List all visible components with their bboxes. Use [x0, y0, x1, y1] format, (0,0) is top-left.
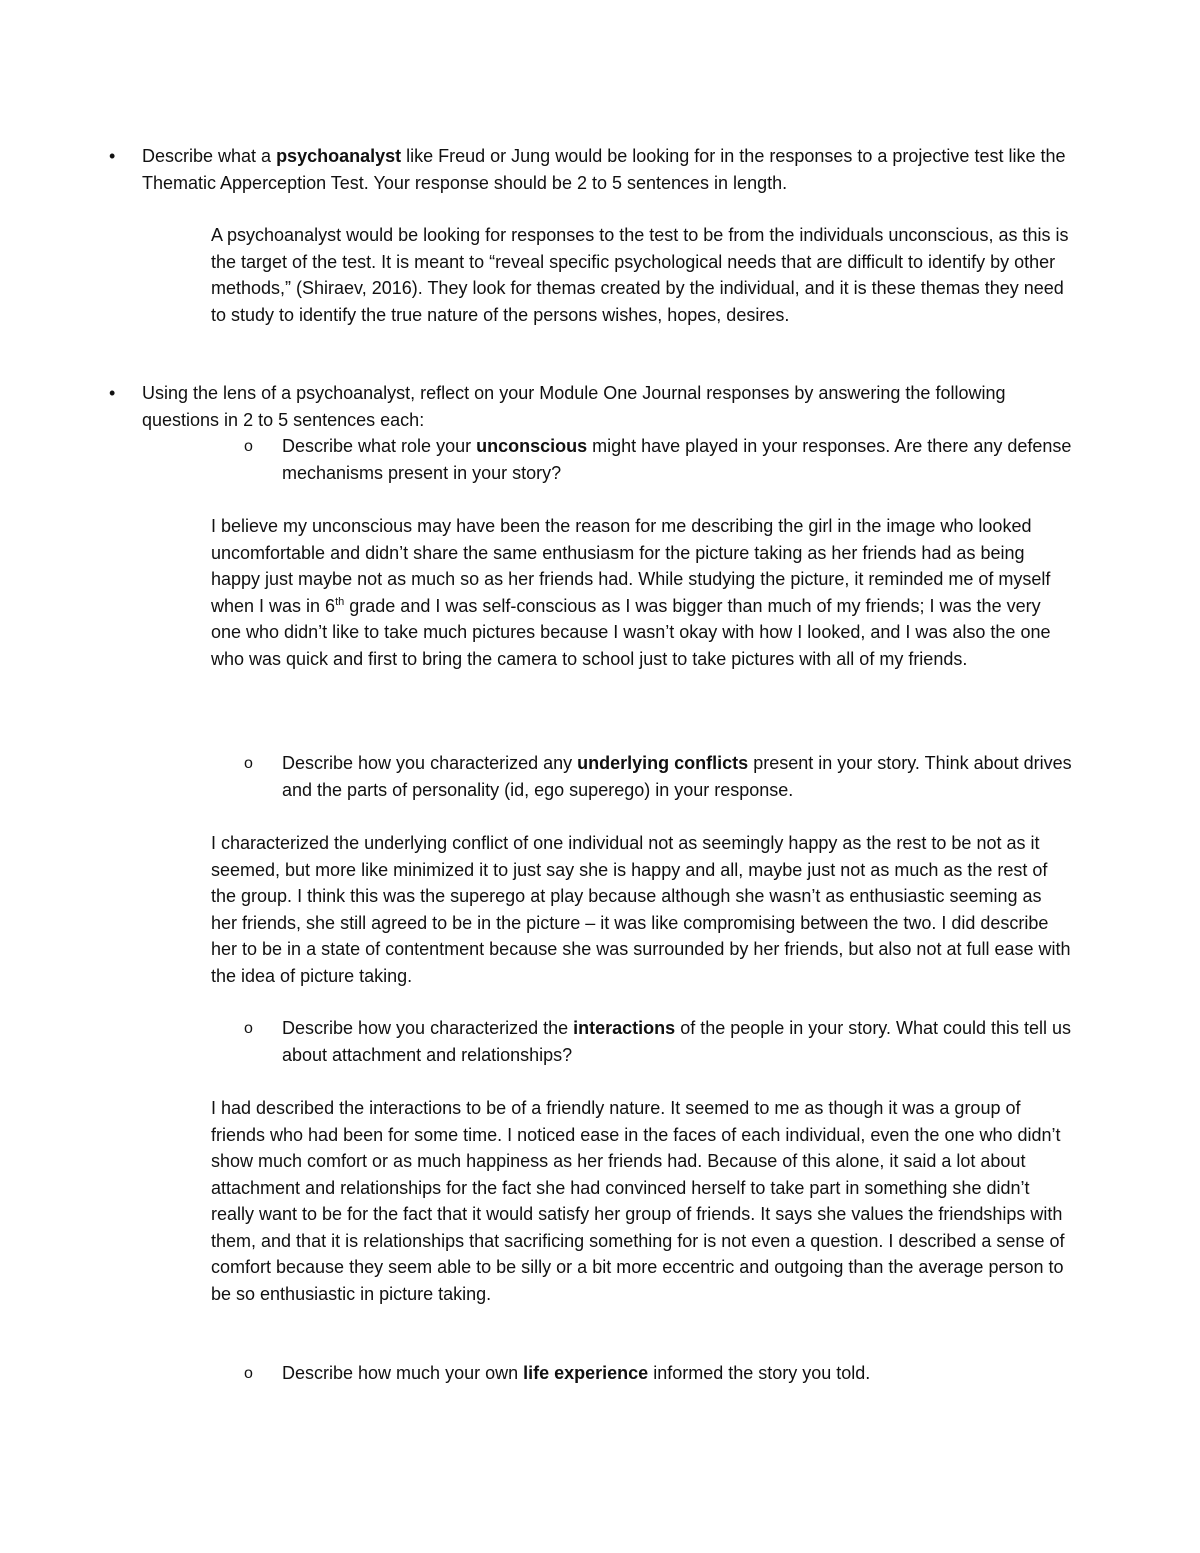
sub-question-interactions: o Describe how you characterized the interactions of the people in your story. What could this tell us about attachment and relationships?	[244, 1015, 1084, 1069]
bullet-icon: •	[109, 383, 116, 403]
sub-bullet-icon: o	[244, 1020, 253, 1037]
answer-2: I believe my unconscious may have been the reason for me describing the girl in the image who looked uncomfortable and didn’t share the same enthusiasm for the picture taking as her friends had as being happy just maybe not as much so as her friends had. While studying the picture, it reminded me of myself when I was in 6th grade and I was self-conscious as I was bigger than much of my friends; I was the very one who didn’t like to take much pictures because I wasn’t okay with how I looked, and I was also the one who was quick and first to bring the camera to school just to take pictures with all of my friends.	[211, 516, 1051, 669]
question-2-text: Using the lens of a psychoanalyst, reflect on your Module One Journal responses by answering the following questions in 2 to 5 sentences each:	[142, 383, 1006, 430]
sub-question-life-experience: o Describe how much your own life experience informed the story you told.	[244, 1360, 1084, 1387]
question-1	[109, 143, 1069, 196]
sub-question-unconscious: o Describe what role your unconscious might have played in your responses. Are there any defense mechanisms present in your story?	[244, 433, 1084, 487]
sub-bullet-icon: o	[244, 755, 253, 772]
sub-bullet-icon: o	[244, 1365, 253, 1382]
question-1-text: Describe what a psychoanalyst like Freud or Jung would be looking for in the responses to a projective test like the Thematic Apperception Test. Your response should be 2 to 5 sentences in length.	[142, 146, 1066, 193]
sub-question-keyword: underlying conflicts	[577, 753, 749, 773]
sub-question-keyword: life experience	[523, 1363, 649, 1383]
bullet-icon: •	[109, 146, 116, 166]
sub-bullet-icon: o	[244, 438, 253, 455]
question-2	[109, 380, 1069, 433]
sub-question-keyword: interactions	[573, 1018, 676, 1038]
question-1-keyword: psychoanalyst	[276, 146, 402, 166]
sub-question-keyword: unconscious	[476, 436, 588, 456]
answer-1: A psychoanalyst would be looking for responses to the test to be from the individuals unconscious, as this is the target of the test. It is meant to “reveal specific psychological needs that are difficult to identify by other methods,” (Shiraev, 2016). They look for themas created by the individual, and it is these themas they need to study to identify the true nature of the persons wishes, hopes, desires.	[211, 225, 1069, 325]
sub-question-conflicts: o Describe how you characterized any underlying conflicts present in your story. Think about drives and the parts of personality (id, ego superego) in your response.	[244, 750, 1084, 804]
answer-3: I characterized the underlying conflict of one individual not as seemingly happy as the rest to be not as it seemed, but more like minimized it to just say she is happy and all, maybe just not as much as the rest of the group. I think this was the superego at play because although she wasn’t as enthusiastic seeming as her friends, she still agreed to be in the picture – it was like compromising between the two. I did describe her to be in a state of contentment because she was surrounded by her friends, but also not at full ease with the idea of picture taking.	[211, 833, 1071, 986]
answer-4: I had described the interactions to be of a friendly nature. It seemed to me as though it was a group of friends who had been for some time. I noticed ease in the faces of each individual, even the one who didn’t show much comfort or as much happiness as her friends had. Because of this alone, it said a lot about attachment and relationships for the fact she had convinced herself to take part in something she didn’t really want to be for the fact that it would satisfy her group of friends. It says she values the friendships with them, and that it is relationships that sacrificing something for is not even a question. I described a sense of comfort because they seem able to be silly or a bit more eccentric and outgoing than the average person to be so enthusiastic in picture taking.	[211, 1098, 1065, 1304]
ordinal-suffix: th	[335, 595, 345, 608]
